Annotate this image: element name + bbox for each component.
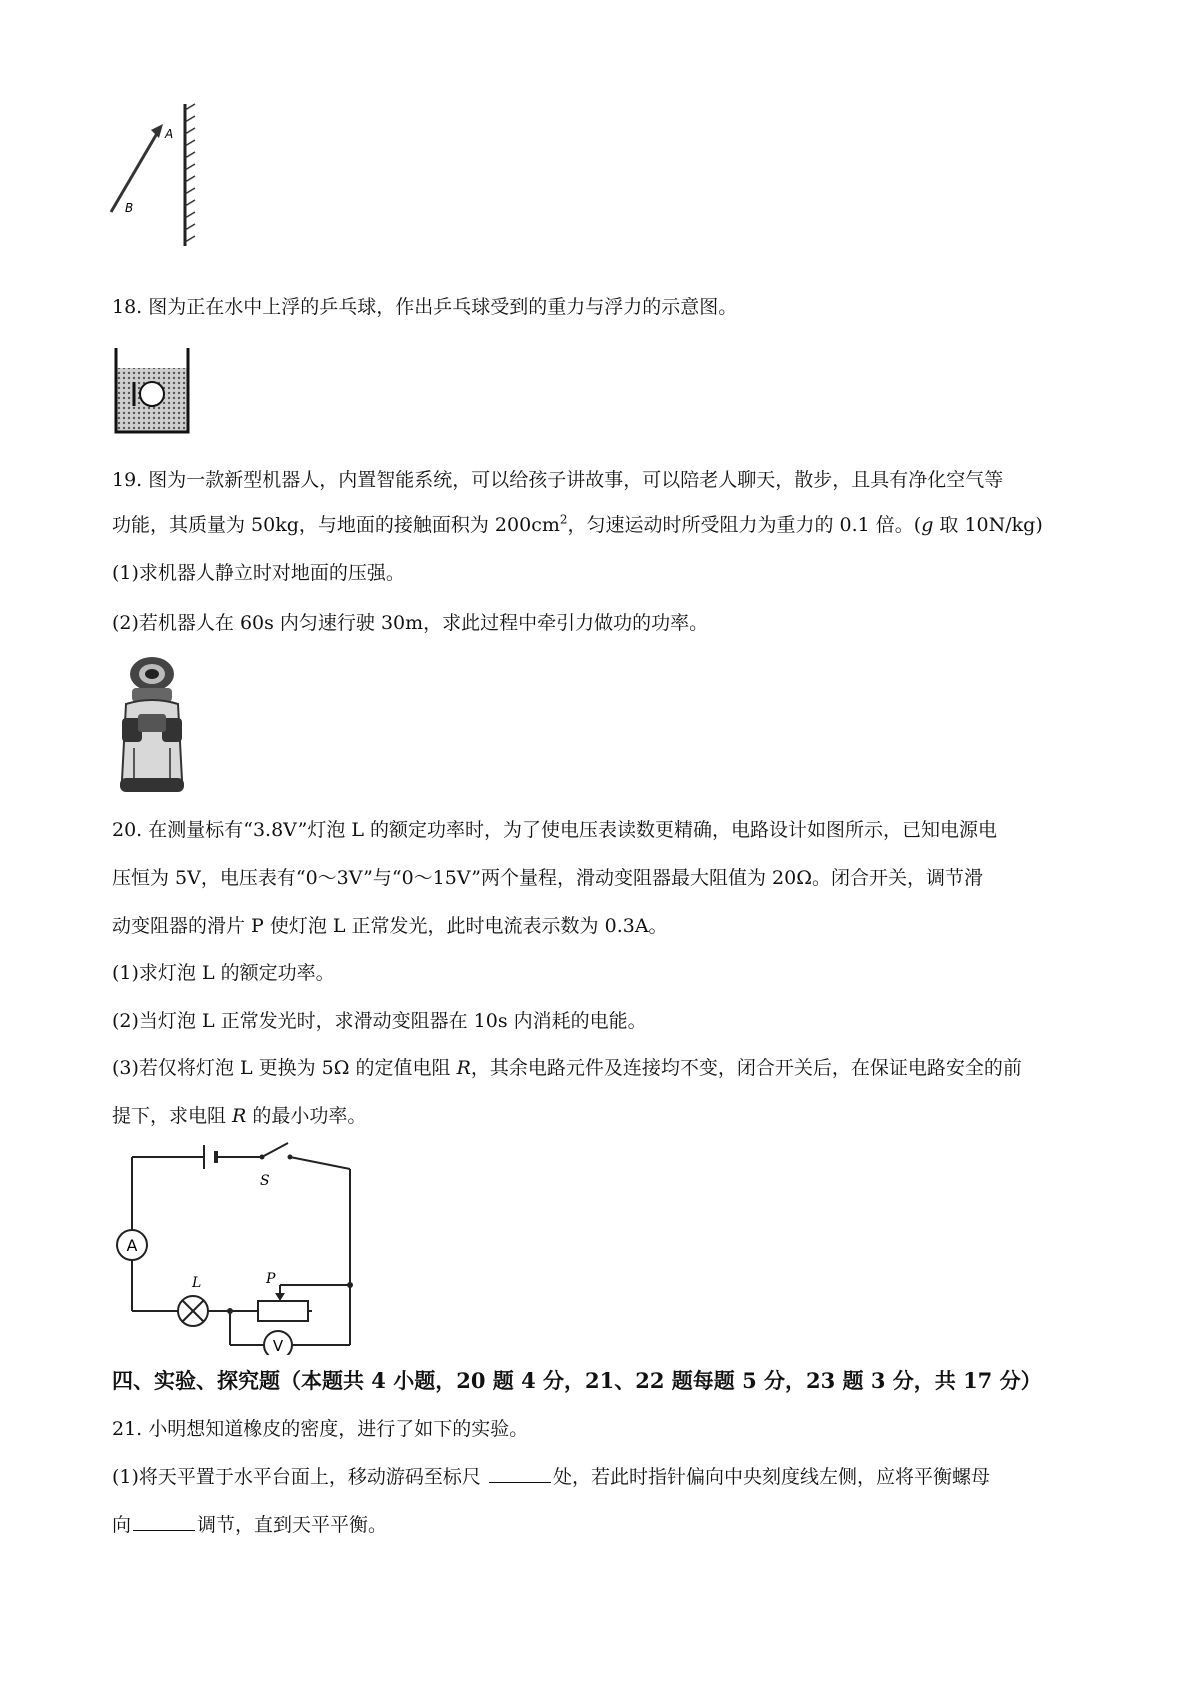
ammeter-label: A bbox=[126, 1236, 138, 1255]
q20-resistor-variable: R bbox=[456, 1057, 471, 1079]
question-19-line-1: 19. 图为一款新型机器人，内置智能系统，可以给孩子讲故事，可以陪老人聊天，散步，且具有净化空气等 bbox=[112, 469, 1004, 491]
q19-line2-part-a: 功能，其质量为 50kg，与地面的接触面积为 200cm bbox=[112, 514, 560, 536]
voltmeter-label: V bbox=[272, 1337, 284, 1355]
question-21-line-2 bbox=[112, 1464, 990, 1490]
question-19-sub-2: (2)若机器人在 60s 内匀速行驶 30m，求此过程中牵引力做功的功率。 bbox=[112, 612, 709, 634]
slider-label: P bbox=[266, 1271, 276, 1287]
figure-18-water-container bbox=[112, 346, 194, 438]
q21-line2-part-a: (1)将天平置于水平台面上，移动游码至标尺 bbox=[112, 1466, 487, 1488]
question-21-line-3 bbox=[112, 1512, 387, 1538]
q20-sub4-part-a: 提下，求电阻 bbox=[112, 1105, 233, 1127]
figure-19-robot bbox=[112, 652, 192, 797]
question-21-line-1: 21. 小明想知道橡皮的密度，进行了如下的实验。 bbox=[112, 1418, 529, 1440]
q19-line2-part-c: 取 10N/kg) bbox=[933, 514, 1043, 536]
question-18: 18. 图为正在水中上浮的乒乓球，作出乒乓球受到的重力与浮力的示意图。 bbox=[112, 296, 738, 318]
q19-superscript: 2 bbox=[559, 512, 568, 527]
question-20-sub-4 bbox=[112, 1103, 366, 1129]
question-20-line-2: 压恒为 5V，电压表有“0～3V”与“0～15V”两个量程，滑动变阻器最大阻值为 20Ω。闭合开关，调节滑 bbox=[112, 867, 983, 889]
answer-blank-2[interactable] bbox=[133, 1512, 195, 1531]
q21-line3-part-a: 向 bbox=[112, 1514, 132, 1536]
question-20-sub-3 bbox=[112, 1055, 1022, 1081]
point-b-label: B bbox=[125, 201, 134, 215]
q19-line2-part-b: ，匀速运动时所受阻力为重力的 0.1 倍。( bbox=[567, 514, 922, 536]
question-19-sub-1: (1)求机器人静立时对地面的压强。 bbox=[112, 562, 405, 584]
figure-20-circuit bbox=[108, 1135, 368, 1355]
lamp-label: L bbox=[192, 1275, 202, 1291]
question-20-sub-2: (2)当灯泡 L 正常发光时，求滑动变阻器在 10s 内消耗的电能。 bbox=[112, 1010, 647, 1032]
question-20-line-3: 动变阻器的滑片 P 使灯泡 L 正常发光，此时电流表示数为 0.3A。 bbox=[112, 915, 668, 937]
switch-label: S bbox=[260, 1173, 270, 1189]
section-4-heading: 四、实验、探究题（本题共 4 小题，20 题 4 分，21、22 题每题 5 分，23 题 3 分，共 17 分） bbox=[112, 1368, 1042, 1393]
q20-sub3-part-a: (3)若仅将灯泡 L 更换为 5Ω 的定值电阻 bbox=[112, 1057, 457, 1079]
q20-sub3-part-b: ，其余电路元件及连接均不变，闭合开关后，在保证电路安全的前 bbox=[470, 1057, 1022, 1079]
q20-resistor-variable-2: R bbox=[232, 1105, 247, 1127]
figure-17-wall-ray bbox=[105, 100, 215, 250]
q20-sub4-part-b: 的最小功率。 bbox=[246, 1105, 367, 1127]
question-19-line-2 bbox=[112, 512, 1043, 538]
question-20-sub-1: (1)求灯泡 L 的额定功率。 bbox=[112, 962, 335, 984]
answer-blank-1[interactable] bbox=[489, 1464, 551, 1483]
q19-gravity-variable: g bbox=[921, 514, 934, 536]
q21-line3-part-b: 调节，直到天平平衡。 bbox=[197, 1514, 388, 1536]
point-a-label: A bbox=[165, 127, 174, 141]
q21-line2-part-b: 处，若此时指针偏向中央刻度线左侧，应将平衡螺母 bbox=[552, 1466, 990, 1488]
question-20-line-1: 20. 在测量标有“3.8V”灯泡 L 的额定功率时，为了使电压表读数更精确，电路设计如图所示，已知电源电 bbox=[112, 819, 998, 841]
